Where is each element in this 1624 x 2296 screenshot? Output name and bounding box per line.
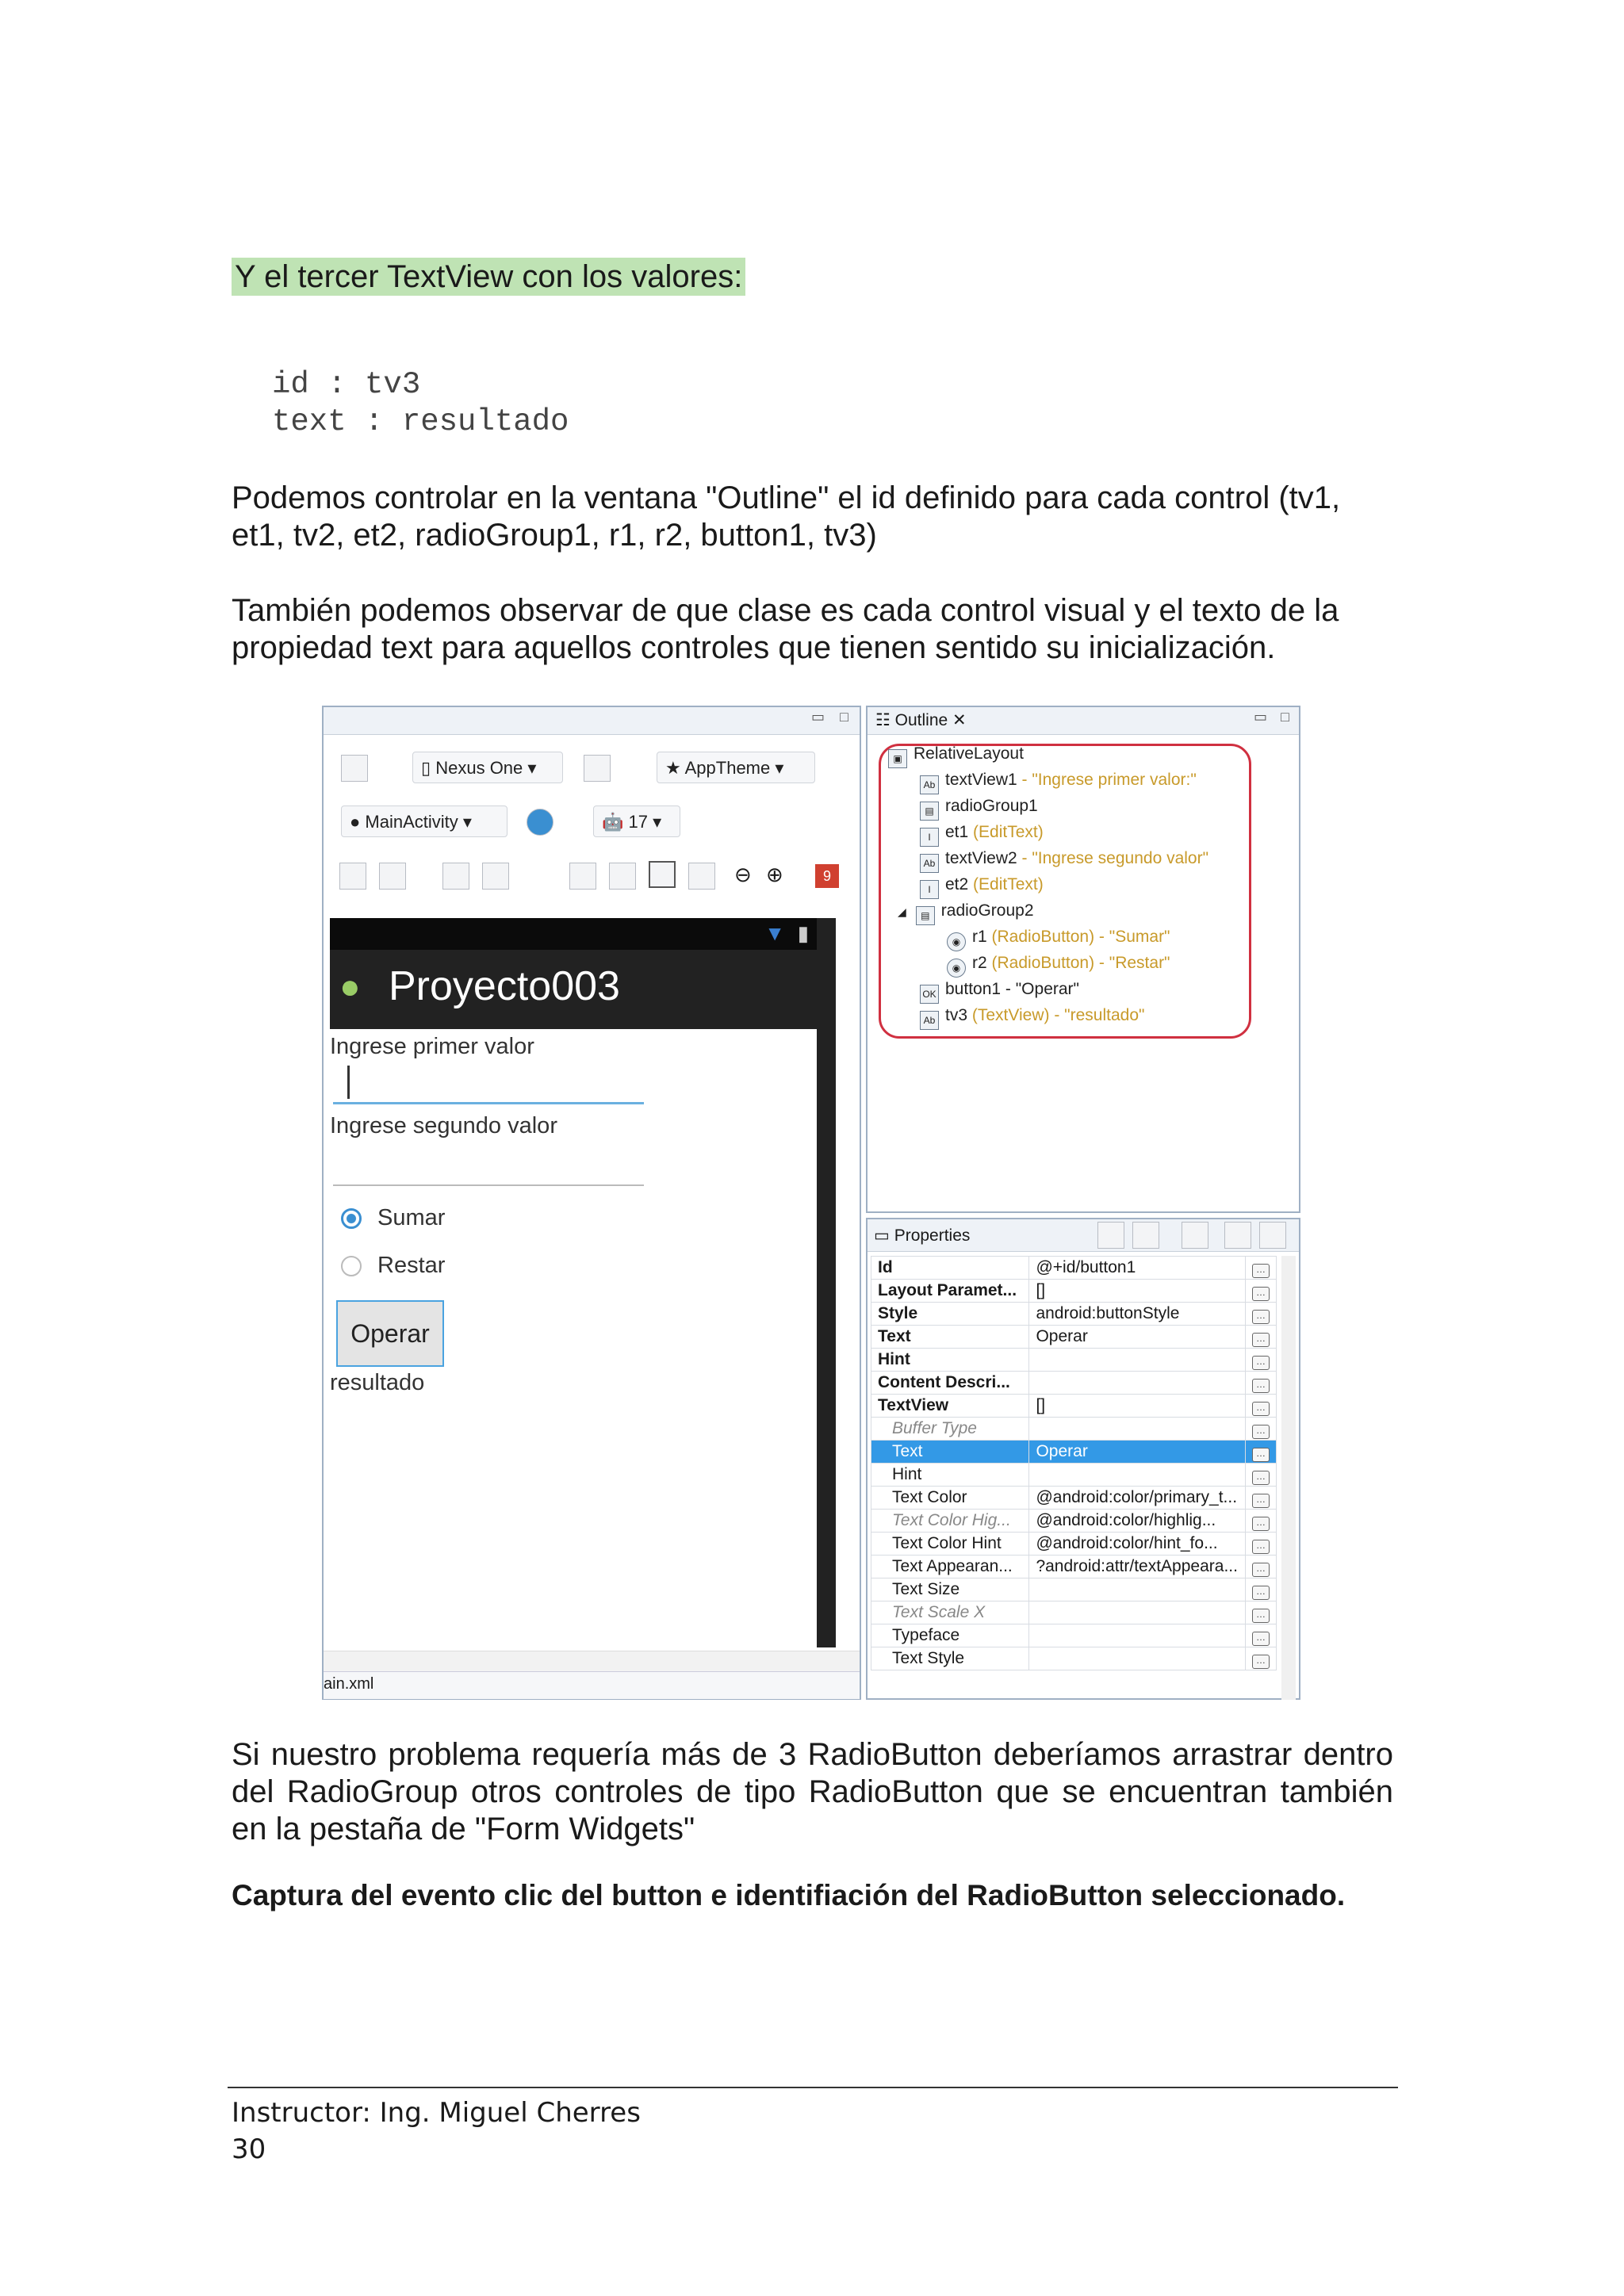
tree-item-button1[interactable]: OK button1 - "Operar": [888, 978, 1208, 1004]
property-edit-button[interactable]: [1245, 1624, 1276, 1647]
property-edit-button[interactable]: [1245, 1441, 1276, 1464]
property-key: Hint: [871, 1464, 1029, 1487]
code-line-id: id : tv3: [272, 367, 421, 402]
advanced-icon[interactable]: [1182, 1222, 1208, 1249]
edittext-icon: I: [920, 880, 939, 899]
action-bar: [330, 918, 817, 1029]
property-row[interactable]: [871, 1326, 1277, 1349]
preview-scrollbar[interactable]: [817, 918, 836, 1647]
property-edit-button[interactable]: [1245, 1464, 1276, 1487]
property-key: Text Color Hint: [871, 1533, 1029, 1556]
more-icon[interactable]: …: [1252, 1563, 1270, 1577]
property-key: Hint: [871, 1349, 1029, 1372]
tree-item-radiogroup1[interactable]: ▤ radioGroup1: [888, 794, 1208, 821]
property-row[interactable]: [871, 1487, 1277, 1510]
property-key: Id: [871, 1257, 1029, 1280]
property-value[interactable]: [1029, 1464, 1246, 1487]
sort-icon[interactable]: [1132, 1222, 1159, 1249]
property-row[interactable]: [871, 1257, 1277, 1280]
property-key: Typeface: [871, 1624, 1029, 1647]
property-value[interactable]: [1029, 1647, 1246, 1670]
property-key: Text Size: [871, 1578, 1029, 1601]
operar-button[interactable]: Operar: [336, 1300, 444, 1367]
categories-icon[interactable]: [1097, 1222, 1124, 1249]
property-value[interactable]: Operar: [1029, 1326, 1246, 1349]
property-key: Text Scale X: [871, 1601, 1029, 1624]
property-row[interactable]: [871, 1601, 1277, 1624]
fit-width-icon[interactable]: [339, 863, 366, 890]
textview-icon: Ab: [920, 1011, 939, 1030]
outline-header: [868, 707, 1299, 735]
radio-restar-indicator[interactable]: [341, 1256, 362, 1276]
property-edit-button[interactable]: [1245, 1418, 1276, 1441]
error-badge[interactable]: 9: [815, 864, 839, 888]
property-value[interactable]: @android:color/primary_t...: [1029, 1487, 1246, 1510]
tree-item-relativelayout[interactable]: ▣ RelativeLayout: [888, 742, 1208, 768]
tree-item-textview1[interactable]: Ab textView1 - "Ingrese primer valor:": [888, 768, 1208, 794]
property-edit-button[interactable]: [1245, 1303, 1276, 1326]
margins-icon[interactable]: [482, 863, 509, 890]
radiobutton-icon: ◉: [947, 932, 966, 951]
property-row[interactable]: [871, 1395, 1277, 1418]
zoom-100-icon[interactable]: [649, 861, 676, 888]
theme-dropdown[interactable]: ★ AppTheme ▾: [657, 752, 815, 783]
radio-restar-label: Restar: [377, 1253, 446, 1278]
layout-file-icon[interactable]: [341, 755, 368, 782]
tree-item-textview2[interactable]: Ab textView2 - "Ingrese segundo valor": [888, 847, 1208, 873]
properties-scrollbar[interactable]: [1281, 1256, 1296, 1700]
api-dropdown[interactable]: 🤖 17 ▾: [593, 806, 680, 837]
property-key: Buffer Type: [871, 1418, 1029, 1441]
property-edit-button[interactable]: [1245, 1372, 1276, 1395]
zoom-fit-icon[interactable]: [609, 863, 636, 890]
property-edit-button[interactable]: [1245, 1601, 1276, 1624]
text-cursor: [347, 1066, 350, 1099]
tree-item-tv3[interactable]: Ab tv3 (TextView) - "resultado": [888, 1004, 1208, 1030]
page-number: 30: [232, 2133, 266, 2165]
zoom-in-icon[interactable]: ⊕: [766, 863, 783, 886]
result-label: resultado: [330, 1370, 425, 1395]
properties-table: [871, 1256, 1277, 1670]
radiogroup-icon: ▤: [920, 802, 939, 821]
property-value[interactable]: @android:color/highlig...: [1029, 1510, 1246, 1533]
device-dropdown[interactable]: ▯ Nexus One ▾: [412, 752, 563, 783]
activity-dropdown[interactable]: ● MainActivity ▾: [341, 806, 508, 837]
outline-icon: ☷: [875, 711, 891, 729]
property-value[interactable]: [1029, 1578, 1246, 1601]
more-icon[interactable]: …: [1252, 1517, 1270, 1531]
ide-screenshot: [322, 706, 1300, 1700]
orientation-icon[interactable]: [584, 755, 611, 782]
more-icon[interactable]: …: [1252, 1609, 1270, 1623]
more-icon[interactable]: …: [1252, 1494, 1270, 1508]
property-edit-button[interactable]: [1245, 1510, 1276, 1533]
battery-icon: ▮: [797, 921, 809, 945]
outline-maximize-icon[interactable]: □: [1281, 709, 1289, 725]
more-icon[interactable]: …: [1252, 1402, 1270, 1416]
paragraph-class: También podemos observar de que clase es cada control visual y el texto de la propiedad text para aquellos controles que tienen sentido su inicialización.: [232, 593, 1339, 665]
phone-preview: [330, 918, 817, 1647]
property-key: Text Color Hig...: [871, 1510, 1029, 1533]
property-edit-button[interactable]: [1245, 1533, 1276, 1556]
more-icon[interactable]: …: [1252, 1586, 1270, 1600]
more-icon[interactable]: …: [1252, 1448, 1270, 1462]
edittext-icon: I: [920, 828, 939, 847]
property-edit-button[interactable]: [1245, 1578, 1276, 1601]
layout-icon: ▣: [888, 749, 907, 768]
property-value[interactable]: ?android:attr/textAppeara...: [1029, 1556, 1246, 1578]
outline-pane: [866, 706, 1300, 1213]
footer-instructor: Instructor: Ing. Miguel Cherres: [232, 2097, 641, 2129]
properties-icon: ▭: [874, 1226, 890, 1245]
property-row[interactable]: [871, 1280, 1277, 1303]
textview-icon: Ab: [920, 775, 939, 794]
property-row[interactable]: [871, 1624, 1277, 1647]
property-key: Text: [871, 1441, 1029, 1464]
property-value[interactable]: []: [1029, 1395, 1246, 1418]
property-row[interactable]: [871, 1349, 1277, 1372]
radiobutton-icon: ◉: [947, 959, 966, 978]
status-bar: [330, 918, 817, 950]
property-value[interactable]: [1029, 1349, 1246, 1372]
property-value[interactable]: [1029, 1418, 1246, 1441]
collapse-all-icon[interactable]: [1259, 1222, 1286, 1249]
property-row[interactable]: [871, 1647, 1277, 1670]
more-icon[interactable]: …: [1252, 1655, 1270, 1669]
property-value[interactable]: @+id/button1: [1029, 1257, 1246, 1280]
pane-header: [324, 707, 860, 735]
more-icon[interactable]: …: [1252, 1356, 1270, 1370]
radio-sumar-label: Sumar: [377, 1205, 446, 1230]
outline-title[interactable]: ☷ Outline ✕: [875, 711, 967, 729]
property-value[interactable]: @android:color/hint_fo...: [1029, 1533, 1246, 1556]
property-value[interactable]: Operar: [1029, 1441, 1246, 1464]
textview-icon: Ab: [920, 854, 939, 873]
refresh-icon[interactable]: [688, 863, 715, 890]
section-heading: Captura del evento clic del button e identifiación del RadioButton seleccionado.: [232, 1879, 1346, 1911]
button-icon: OK: [920, 985, 939, 1004]
property-row[interactable]: [871, 1418, 1277, 1441]
property-edit-button[interactable]: [1245, 1349, 1276, 1372]
more-icon[interactable]: …: [1252, 1471, 1270, 1485]
outline-tree: [888, 742, 1208, 1030]
property-value[interactable]: android:buttonStyle: [1029, 1303, 1246, 1326]
expand-all-icon[interactable]: [1224, 1222, 1251, 1249]
property-key: Text Color: [871, 1487, 1029, 1510]
app-title: Proyecto003: [389, 963, 620, 1009]
collapse-icon[interactable]: ◢: [898, 905, 906, 918]
outline-minimize-icon[interactable]: ▭: [1253, 709, 1267, 725]
property-key: Text Appearan...: [871, 1556, 1029, 1578]
file-tab[interactable]: ain.xml: [324, 1675, 374, 1693]
property-edit-button[interactable]: [1245, 1280, 1276, 1303]
tree-item-r2[interactable]: ◉ r2 (RadioButton) - "Restar": [888, 951, 1208, 978]
fit-height-icon[interactable]: [379, 863, 406, 890]
property-value[interactable]: [1029, 1601, 1246, 1624]
code-block: [272, 366, 569, 441]
property-key: Text: [871, 1326, 1029, 1349]
property-row[interactable]: [871, 1556, 1277, 1578]
edittext-et1[interactable]: [333, 1102, 644, 1104]
properties-pane: [866, 1218, 1300, 1700]
property-key: Layout Paramet...: [871, 1280, 1029, 1303]
property-value[interactable]: []: [1029, 1280, 1246, 1303]
label-second-value: Ingrese segundo valor: [330, 1113, 557, 1138]
grid-icon[interactable]: [442, 863, 469, 890]
edittext-et2[interactable]: [333, 1184, 644, 1186]
property-row[interactable]: [871, 1510, 1277, 1533]
more-icon[interactable]: …: [1252, 1310, 1270, 1324]
tree-item-et1[interactable]: I et1 (EditText): [888, 821, 1208, 847]
zoom-real-icon[interactable]: [569, 863, 596, 890]
footer-rule: [228, 2087, 1398, 2088]
property-edit-button[interactable]: [1245, 1647, 1276, 1670]
intro-heading: Y el tercer TextView con los valores:: [232, 258, 745, 296]
property-row[interactable]: [871, 1578, 1277, 1601]
footer: [232, 2095, 641, 2168]
more-icon[interactable]: …: [1252, 1425, 1270, 1439]
property-value[interactable]: [1029, 1372, 1246, 1395]
tree-item-et2[interactable]: I et2 (EditText): [888, 873, 1208, 899]
paragraph-outline: Podemos controlar en la ventana "Outline" el id definido para cada control (tv1, et1, tv2, et2, radioGroup1, r1, r2, button1, tv3): [232, 480, 1341, 553]
minimize-icon[interactable]: ▭: [810, 709, 825, 725]
radio-sumar-indicator[interactable]: [341, 1208, 362, 1229]
more-icon[interactable]: …: [1252, 1632, 1270, 1646]
property-edit-button[interactable]: [1245, 1487, 1276, 1510]
more-icon[interactable]: …: [1252, 1333, 1270, 1347]
horizontal-scrollbar[interactable]: [324, 1651, 860, 1672]
property-key: TextView: [871, 1395, 1029, 1418]
code-line-text: text : resultado: [272, 404, 569, 439]
property-row[interactable]: [871, 1533, 1277, 1556]
property-key: Content Descri...: [871, 1372, 1029, 1395]
locale-globe-icon[interactable]: [527, 809, 553, 836]
radiogroup-icon: ▤: [916, 906, 935, 925]
maximize-icon[interactable]: □: [840, 709, 848, 725]
property-row[interactable]: [871, 1441, 1277, 1464]
property-key: Style: [871, 1303, 1029, 1326]
more-icon[interactable]: …: [1252, 1287, 1270, 1301]
property-row[interactable]: [871, 1303, 1277, 1326]
paragraph-radiobutton: Si nuestro problema requería más de 3 RadioButton deberíamos arrastrar dentro del RadioGroup otros controles de tipo RadioButton que se encuentran también en la pestaña de "Form Widgets": [232, 1737, 1393, 1846]
property-key: Text Style: [871, 1647, 1029, 1670]
property-edit-button[interactable]: [1245, 1556, 1276, 1578]
more-icon[interactable]: …: [1252, 1379, 1270, 1393]
more-icon[interactable]: …: [1252, 1264, 1270, 1278]
layout-editor-pane: [322, 706, 861, 1700]
label-first-value: Ingrese primer valor: [330, 1034, 534, 1059]
zoom-out-icon[interactable]: ⊖: [734, 863, 752, 886]
property-value[interactable]: [1029, 1624, 1246, 1647]
property-edit-button[interactable]: [1245, 1395, 1276, 1418]
android-icon: ●: [339, 967, 361, 1006]
property-edit-button[interactable]: [1245, 1326, 1276, 1349]
editor-tabs: [324, 1671, 860, 1699]
more-icon[interactable]: …: [1252, 1540, 1270, 1554]
tree-item-radiogroup2[interactable]: ◢ ▤ radioGroup2: [888, 899, 1208, 925]
wifi-icon: ▼: [764, 921, 785, 945]
properties-title[interactable]: ▭ Properties: [874, 1226, 971, 1245]
property-edit-button[interactable]: [1245, 1257, 1276, 1280]
property-row[interactable]: [871, 1372, 1277, 1395]
property-row[interactable]: [871, 1464, 1277, 1487]
tree-item-r1[interactable]: ◉ r1 (RadioButton) - "Sumar": [888, 925, 1208, 951]
properties-header: [868, 1219, 1299, 1252]
